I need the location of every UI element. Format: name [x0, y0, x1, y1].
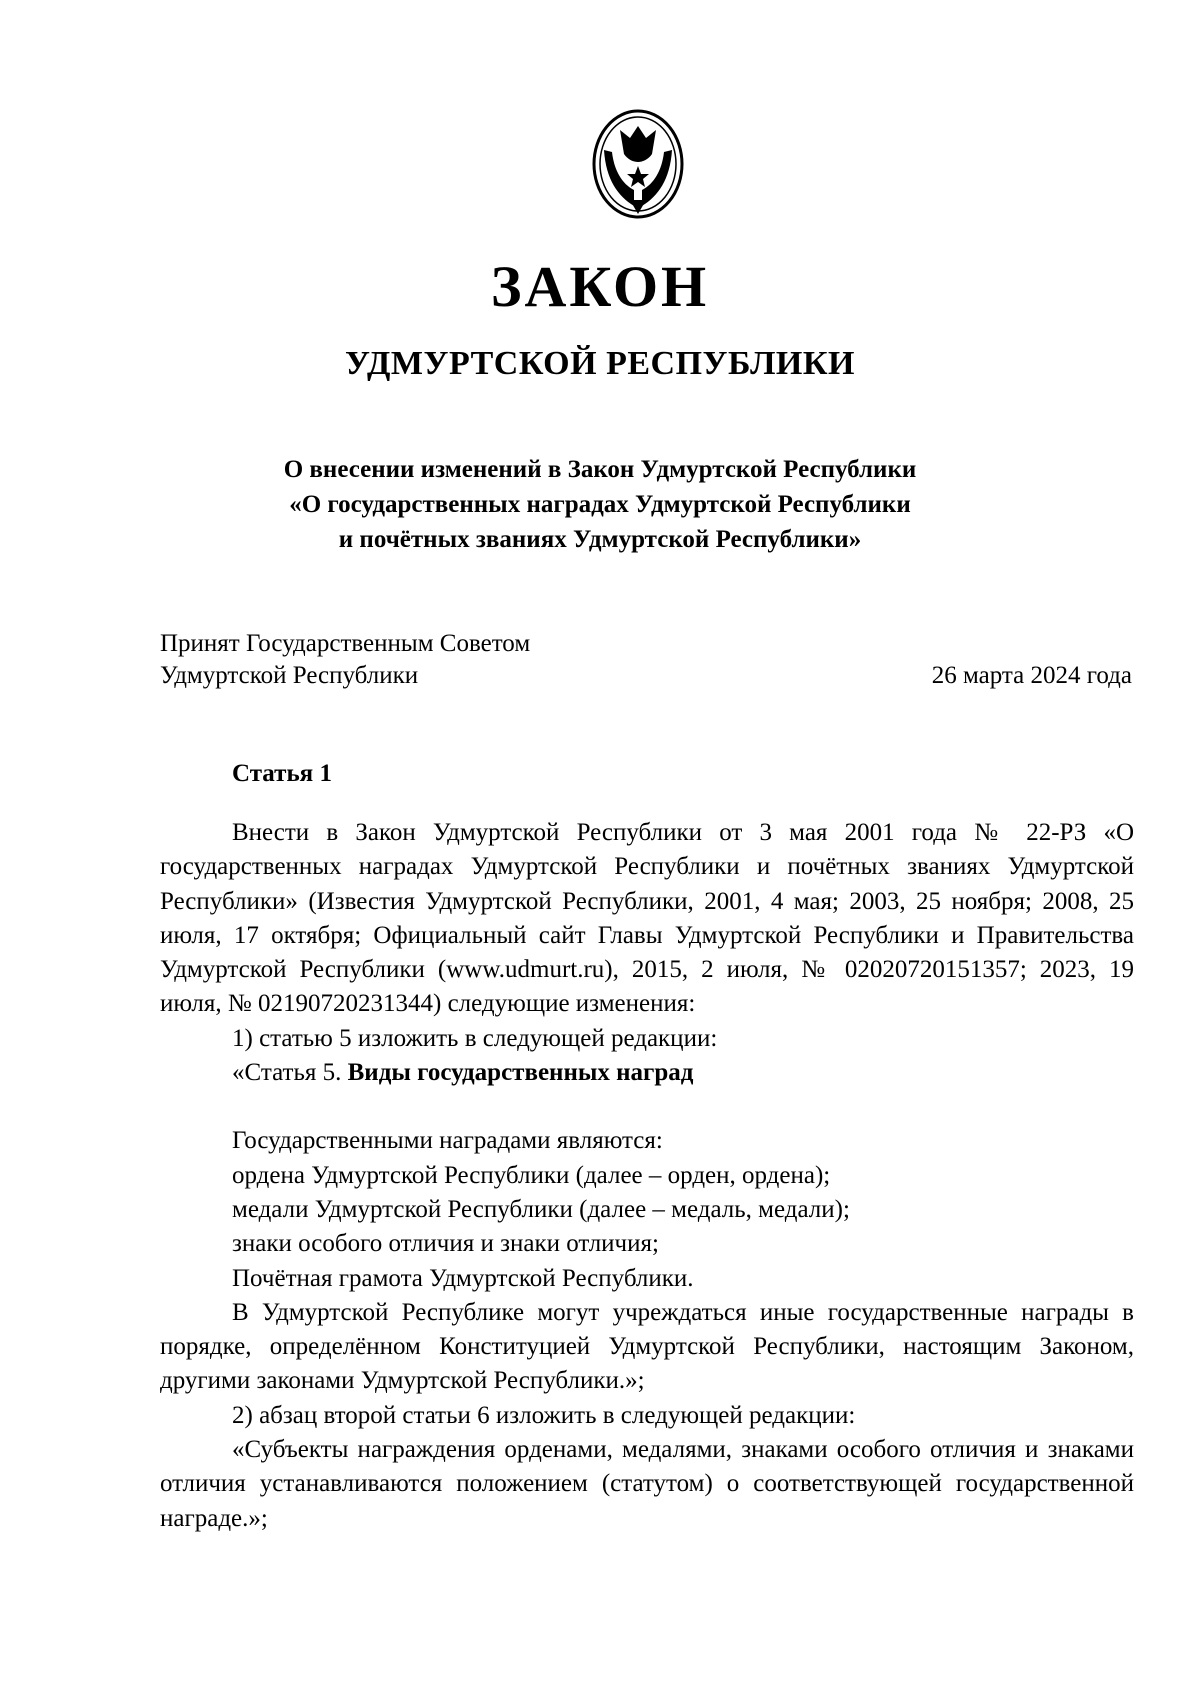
- law-title-line-3: и почётных званиях Удмуртской Республики»: [338, 526, 862, 553]
- spacer: [160, 1090, 1134, 1124]
- award-subjects-paragraph: «Субъекты награждения орденами, медалями, знаками особого отличия и знаками отличия устанавливаются положением (статутом) о соответствующей государственной награде.»;: [160, 1436, 1134, 1532]
- law-title-line-1: О внесении изменений в Закон Удмуртской Республики: [283, 456, 917, 483]
- awards-list-item-medals: медали Удмуртской Республики (далее – медаль, медали);: [232, 1195, 850, 1223]
- amendment-item-1: 1) статью 5 изложить в следующей редакции:: [232, 1024, 718, 1052]
- adoption-date: 26 марта 2024 года: [931, 662, 1132, 689]
- awards-list-item-certificate: Почётная грамота Удмуртской Республики.: [232, 1264, 694, 1292]
- article-intro-paragraph: Внести в Закон Удмуртской Республики от 3 мая 2001 года № 22-РЗ «О государственных наградах Удмуртской Республики и почётных званиях Удмуртской Республики» (Известия Удмуртской Республики, 2001, 4 мая; 2003, 25 ноября; 2008, 25 июля, 17 октября; Официальный сайт Главы Удмуртской Республики и Правительства Удмуртской Республики (www.udmurt.ru), 2015, 2 июля, № 02020720151357; 2023, 19 июля, № 02190720231344) следующие изменения:: [160, 819, 1134, 1018]
- adopted-by-line-2: Удмуртской Республики: [160, 662, 419, 689]
- document-title: ЗАКОН: [490, 254, 710, 319]
- quoted-article-title: Виды государственных наград: [347, 1059, 694, 1087]
- document-subtitle: УДМУРТСКОЙ РЕСПУБЛИКИ: [345, 345, 855, 382]
- awards-list-item-orders: ордена Удмуртской Республики (далее – орден, ордена);: [232, 1161, 831, 1189]
- article-heading: Статья 1: [232, 760, 332, 787]
- awards-list-intro: Государственными наградами являются:: [232, 1127, 663, 1155]
- awards-list-item-badges: знаки особого отличия и знаки отличия;: [232, 1230, 659, 1258]
- quoted-article-number: «Статья 5.: [232, 1059, 348, 1087]
- law-title: [0, 452, 1200, 557]
- quoted-article-heading: [160, 1056, 1134, 1090]
- law-title-line-2: «О государственных наградах Удмуртской Республики: [289, 491, 911, 518]
- other-awards-paragraph: В Удмуртской Республике могут учреждаться иные государственные награды в порядке, определённом Конституцией Удмуртской Республики, настоящим Законом, другими законами Удмуртской Республики.»;: [160, 1298, 1134, 1395]
- coat-of-arms-emblem: [590, 108, 686, 220]
- article-body: [160, 816, 1134, 1536]
- amendment-item-2: 2) абзац второй статьи 6 изложить в следующей редакции:: [232, 1401, 856, 1429]
- adopted-by-line-1: Принят Государственным Советом: [160, 630, 531, 657]
- adoption-block: [160, 628, 1132, 692]
